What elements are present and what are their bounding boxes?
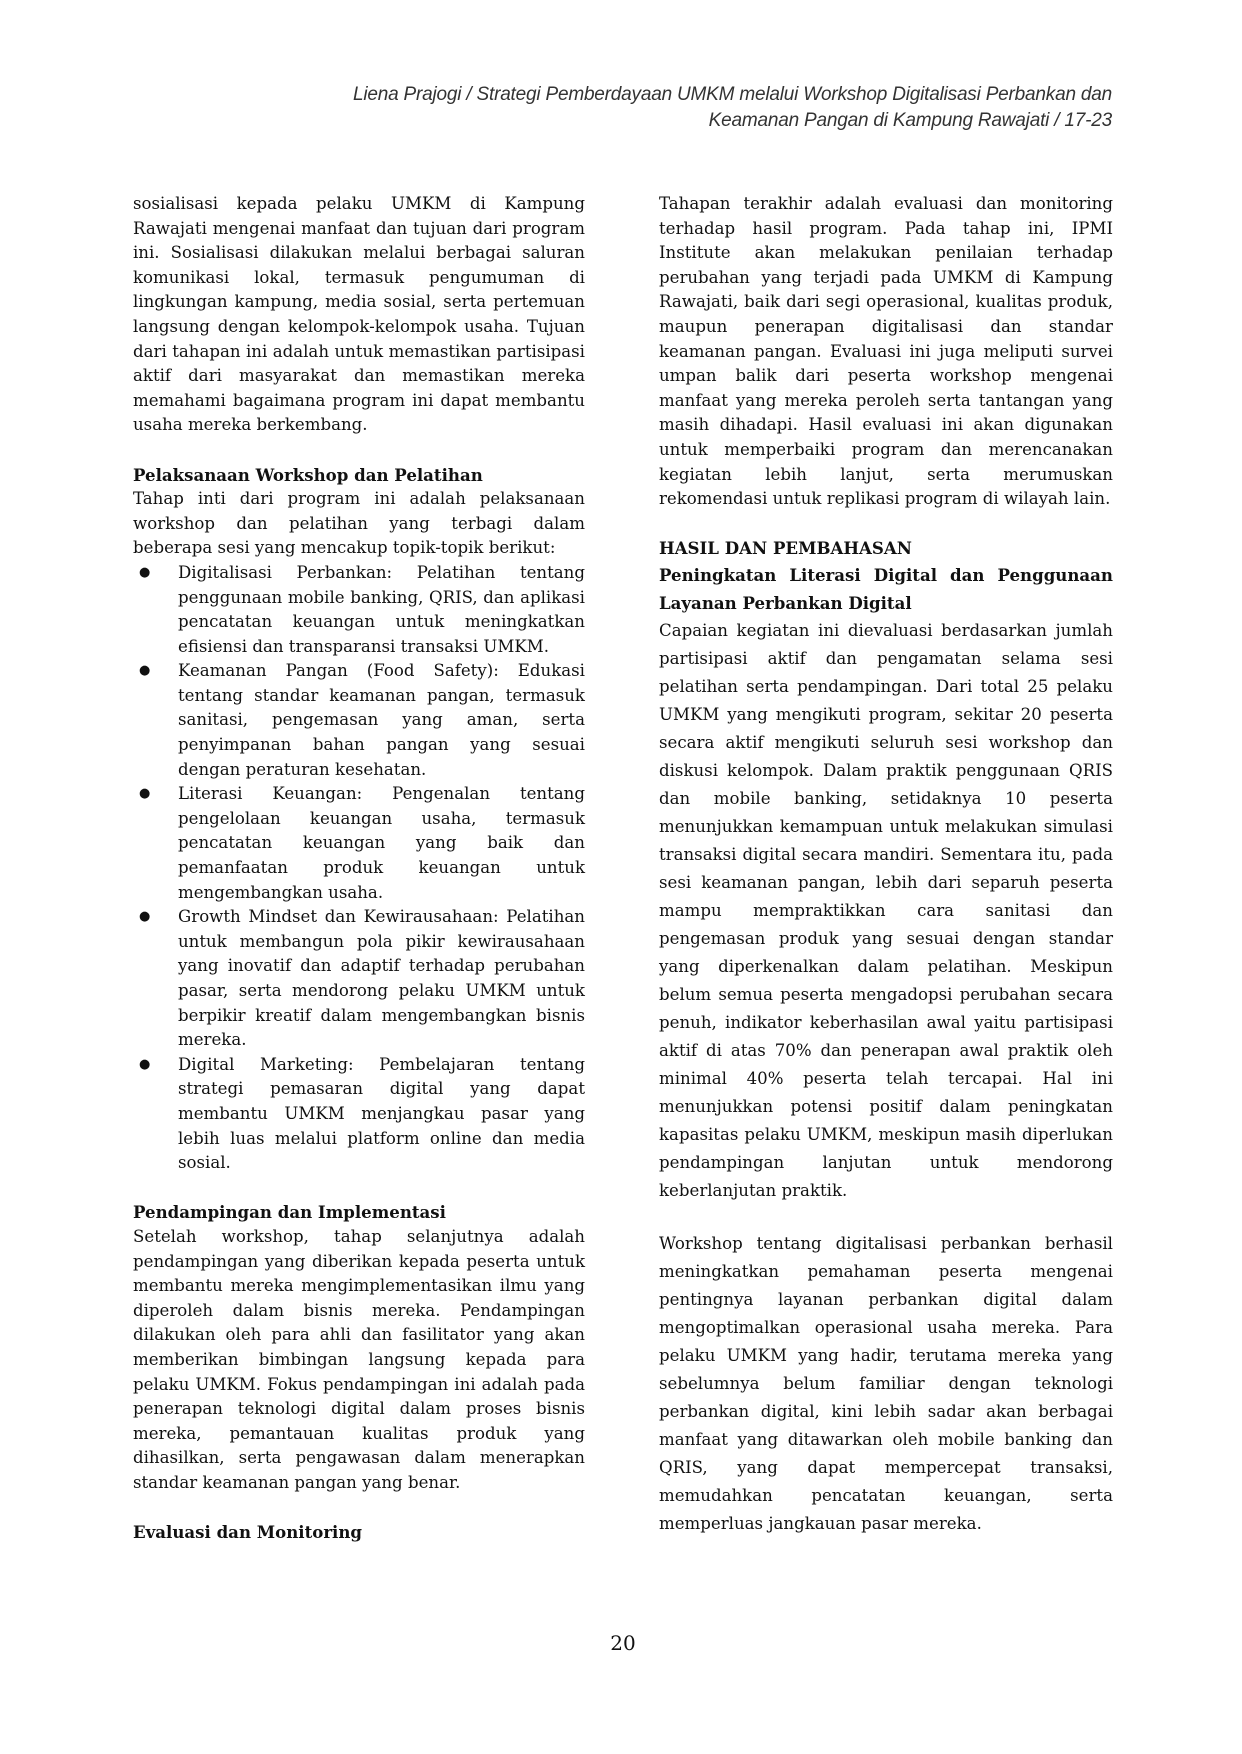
spacer [133,1495,585,1520]
list-item-growth-mindset [133,905,585,1053]
spacer [133,1176,585,1201]
results-section [659,536,1113,1537]
mentoring-body: Setelah workshop, tahap selanjutnya adalah pendampingan yang diberikan kepada peserta untuk membantu mereka mengimplementasikan ilmu yang diperoleh dalam bisnis mereka. Pendampingan dilakukan oleh para ahli dan fasilitator yang akan memberikan bimbingan langsung kepada para pelaku UMKM. Fokus pendampingan ini adalah pada penerapan teknologi digital dalam proses bisnis mereka, pemantauan kualitas produk yang dihasilkan, serta pengawasan dalam menerapkan standar keamanan pangan yang benar. [133,1226,585,1492]
spacer [659,512,1113,537]
list-item-digital-banking [133,561,585,659]
mentoring-section [133,1200,585,1495]
list-item-financial-literacy [133,782,585,905]
list-item-food-safety [133,659,585,782]
running-header-line-2: Keamanan Pangan di Kampung Rawajati / 17-23 [708,110,1112,131]
right-column [659,192,1113,1538]
list-item-digital-marketing [133,1053,585,1176]
socialization-paragraph: sosialisasi kepada pelaku UMKM di Kampung Rawajati mengenai manfaat dan tujuan dari program ini. Sosialisasi dilakukan melalui berbagai saluran komunikasi lokal, termasuk pengumuman di lingkungan kampung, media sosial, serta pertemuan langsung dengan kelompok-kelompok usaha. Tujuan dari tahapan ini adalah untuk memastikan partisipasi aktif dari masyarakat dan memastikan mereka memahami bagaimana program ini dapat membantu usaha mereka berkembang. [133,194,585,435]
bullet-icon: ● [139,564,151,580]
results-paragraph-2: Workshop tentang digitalisasi perbankan berhasil meningkatkan pemahaman peserta mengenai pentingnya layanan perbankan digital dalam mengoptimalkan operasional usaha mereka. Para pelaku UMKM yang hadir, terutama mereka yang sebelumnya belum familiar dengan teknologi perbankan digital, kini lebih sadar akan berbagai manfaat yang ditawarkan oleh mobile banking dan QRIS, yang dapat mempercepat transaksi, memudahkan pencatatan keuangan, serta memperluas jangkauan pasar mereka. [659,1233,1113,1533]
workshop-intro: Tahap inti dari program ini adalah pelaksanaan workshop dan pelatihan yang terbagi dalam beberapa sesi yang mencakup topik-topik berikut: [133,489,585,558]
running-header-line-1: Liena Prajogi / Strategi Pemberdayaan UMKM melalui Workshop Digitalisasi Perbankan dan [352,84,1112,105]
workshop-topics-list [133,561,585,1176]
list-item-text: Growth Mindset dan Kewirausahaan: Pelatihan untuk membangun pola pikir kewirausahaan yang inovatif dan adaptif terhadap perubahan pasar, serta mendorong pelaku UMKM untuk berpikir kreatif dalam mengembangkan bisnis mereka. [178,907,585,1050]
workshop-heading: Pelaksanaan Workshop dan Pelatihan [133,464,483,485]
page-number: 20 [610,1631,636,1655]
mentoring-heading: Pendampingan dan Implementasi [133,1202,446,1223]
results-paragraph-1: Capaian kegiatan ini dievaluasi berdasarkan jumlah partisipasi aktif dan pengamatan selama sesi pelatihan serta pendampingan. Dari total 25 pelaku UMKM yang mengikuti program, sekitar 20 peserta secara aktif mengikuti seluruh sesi workshop dan diskusi kelompok. Dalam praktik penggunaan QRIS dan mobile banking, setidaknya 10 peserta menunjukkan kemampuan untuk melakukan simulasi transaksi digital secara mandiri. Sementara itu, pada sesi keamanan pangan, lebih dari separuh peserta mampu mempraktikkan cara sanitasi dan pengemasan produk yang sesuai dengan standar yang diperkenalkan dalam pelatihan. Meskipun belum semua peserta mengadopsi perubahan secara penuh, indikator keberhasilan awal yaitu partisipasi aktif di atas 70% dan penerapan awal praktik oleh minimal 40% peserta telah tercapai. Hal ini menunjukkan potensi positif dalam peningkatan kapasitas pelaku UMKM, meskipun masih diperlukan pendampingan lanjutan untuk mendorong keberlanjutan praktik. [659,620,1113,1200]
left-column [133,192,585,1545]
results-subsection-heading: Peningkatan Literasi Digital dan Penggunaan Layanan Perbankan Digital [659,564,1113,613]
list-item-text: Keamanan Pangan (Food Safety): Edukasi tentang standar keamanan pangan, termasuk sanitasi, pengemasan yang aman, serta penyimpanan bahan pangan yang sesuai dengan peraturan kesehatan. [178,661,585,779]
evaluation-body: Tahapan terakhir adalah evaluasi dan monitoring terhadap hasil program. Pada tahap ini, IPMI Institute akan melakukan penilaian terhadap perubahan yang terjadi pada UMKM di Kampung Rawajati, baik dari segi operasional, kualitas produk, maupun penerapan digitalisasi dan standar keamanan pangan. Evaluasi ini juga meliputi survei umpan balik dari peserta workshop mengenai manfaat yang mereka peroleh serta tantangan yang masih dihadapi. Hasil evaluasi ini akan digunakan untuk memperbaiki program dan merencanakan kegiatan lebih lanjut, serta merumuskan rekomendasi untuk replikasi program di wilayah lain. [659,194,1113,509]
workshop-section [133,463,585,1176]
results-section-heading: HASIL DAN PEMBAHASAN [659,538,912,559]
bullet-icon: ● [139,1056,151,1072]
list-item-text: Literasi Keuangan: Pengenalan tentang pengelolaan keuangan usaha, termasuk pencatatan keuangan yang baik dan pemanfaatan produk keuangan untuk mengembangkan usaha. [178,784,585,902]
bullet-icon: ● [139,786,151,802]
spacer [133,438,585,463]
spacer [659,1205,1113,1230]
bullet-icon: ● [139,909,151,925]
list-item-text: Digitalisasi Perbankan: Pelatihan tentang penggunaan mobile banking, QRIS, dan aplikasi pencatatan keuangan untuk meningkatkan efisiensi dan transparansi transaksi UMKM. [178,562,585,656]
bullet-icon: ● [139,663,151,679]
evaluation-heading: Evaluasi dan Monitoring [133,1522,363,1543]
running-header [212,82,1112,134]
list-item-text: Digital Marketing: Pembelajaran tentang strategi pemasaran digital yang dapat membantu UMKM menjangkau pasar yang lebih luas melalui platform online dan media sosial. [178,1054,585,1173]
